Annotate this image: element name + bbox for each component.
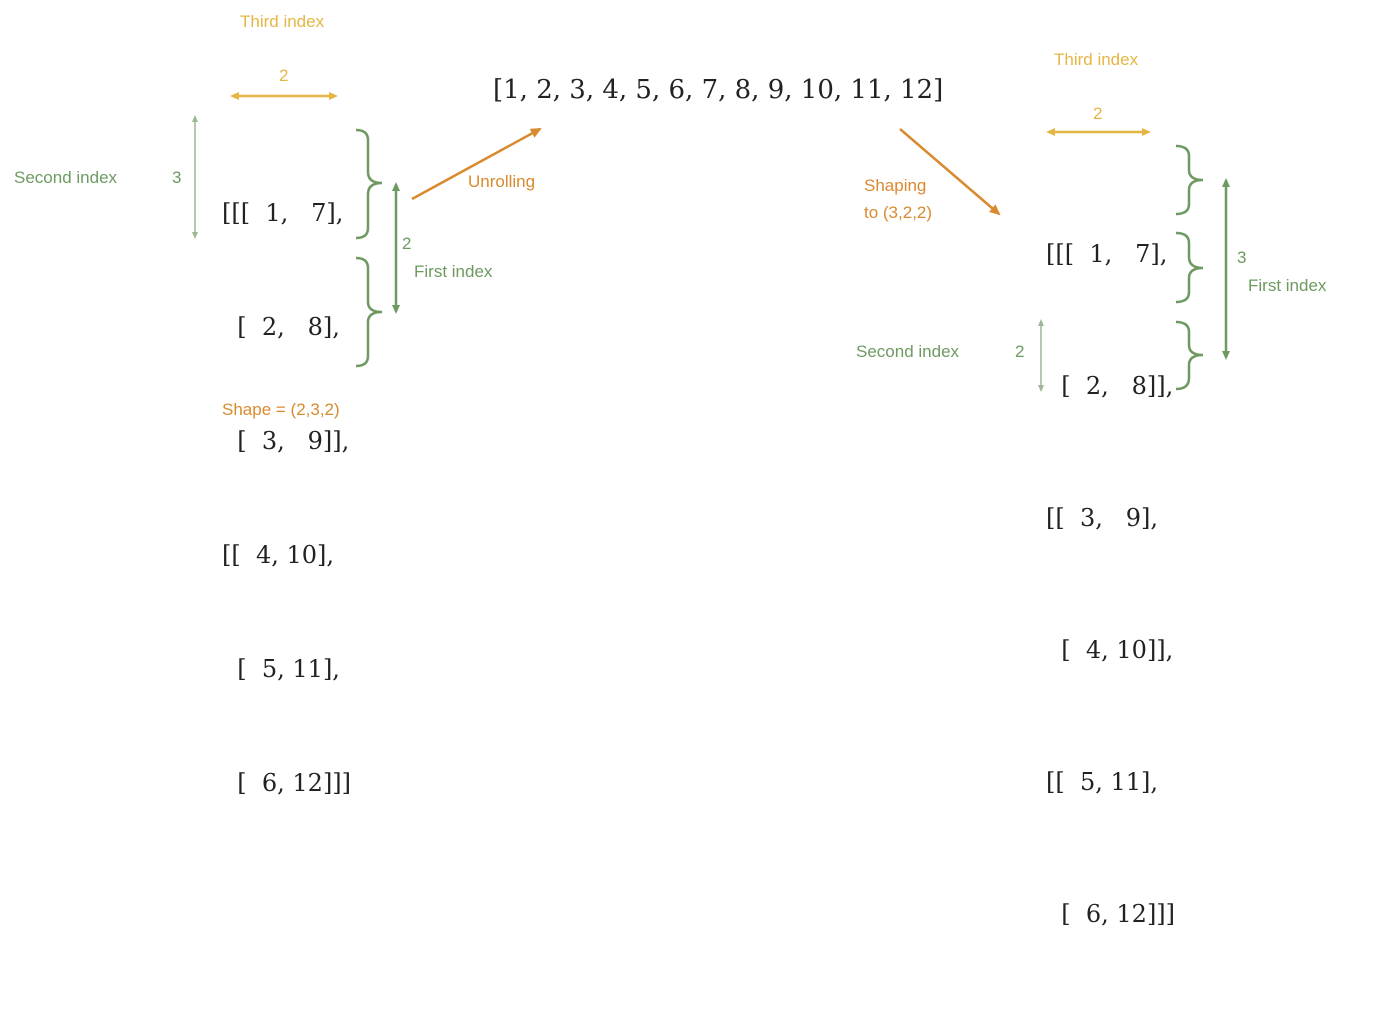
left-array-row: [[[ 1, 7], [222,199,344,227]
left-second-index-label: Second index [14,168,118,187]
right-brace-1 [1176,146,1203,214]
left-second-index-size: 3 [172,168,182,187]
right-array [1046,144,1175,1024]
right-brace-2 [1176,233,1203,302]
left-brace-top [356,130,382,238]
right-array-row: [[ 3, 9], [1046,504,1159,532]
left-brace-bottom [356,258,382,366]
unrolling-label: Unrolling [468,172,536,191]
flat-array: [1, 2, 3, 4, 5, 6, 7, 8, 9, 10, 11, 12] [493,75,944,105]
right-first-index-label: First index [1248,276,1327,295]
shaping-arrow [900,129,999,214]
diagram-graphics [0,0,1400,436]
left-array-row: [ 2, 8], [222,313,340,341]
right-first-index-size: 3 [1237,248,1247,267]
right-array-row: [ 4, 10]], [1046,636,1174,664]
shaping-label-line2: to (3,2,2) [864,203,933,222]
left-third-index-label: Third index [240,12,325,31]
left-first-index-size: 2 [402,234,412,253]
right-third-index-label: Third index [1054,50,1139,69]
left-array-row: [ 5, 11], [222,655,340,683]
left-third-index-size: 2 [279,66,289,85]
left-first-index-label: First index [414,262,493,281]
right-brace-3 [1176,322,1203,389]
left-array [222,118,351,878]
right-array-row: [[[ 1, 7], [1046,240,1168,268]
shaping-label-line1: Shaping [864,176,927,195]
right-second-index-label: Second index [856,342,960,361]
shape-label: Shape = (2,3,2) [222,400,340,419]
left-array-row: [ 3, 9]], [222,427,350,455]
right-array-row: [ 2, 8]], [1046,372,1174,400]
right-third-index-size: 2 [1093,104,1103,123]
right-array-row: [ 6, 12]]] [1046,900,1176,928]
right-second-index-size: 2 [1015,342,1025,361]
left-array-row: [ 6, 12]]] [222,769,352,797]
left-array-row: [[ 4, 10], [222,541,335,569]
right-array-row: [[ 5, 11], [1046,768,1159,796]
